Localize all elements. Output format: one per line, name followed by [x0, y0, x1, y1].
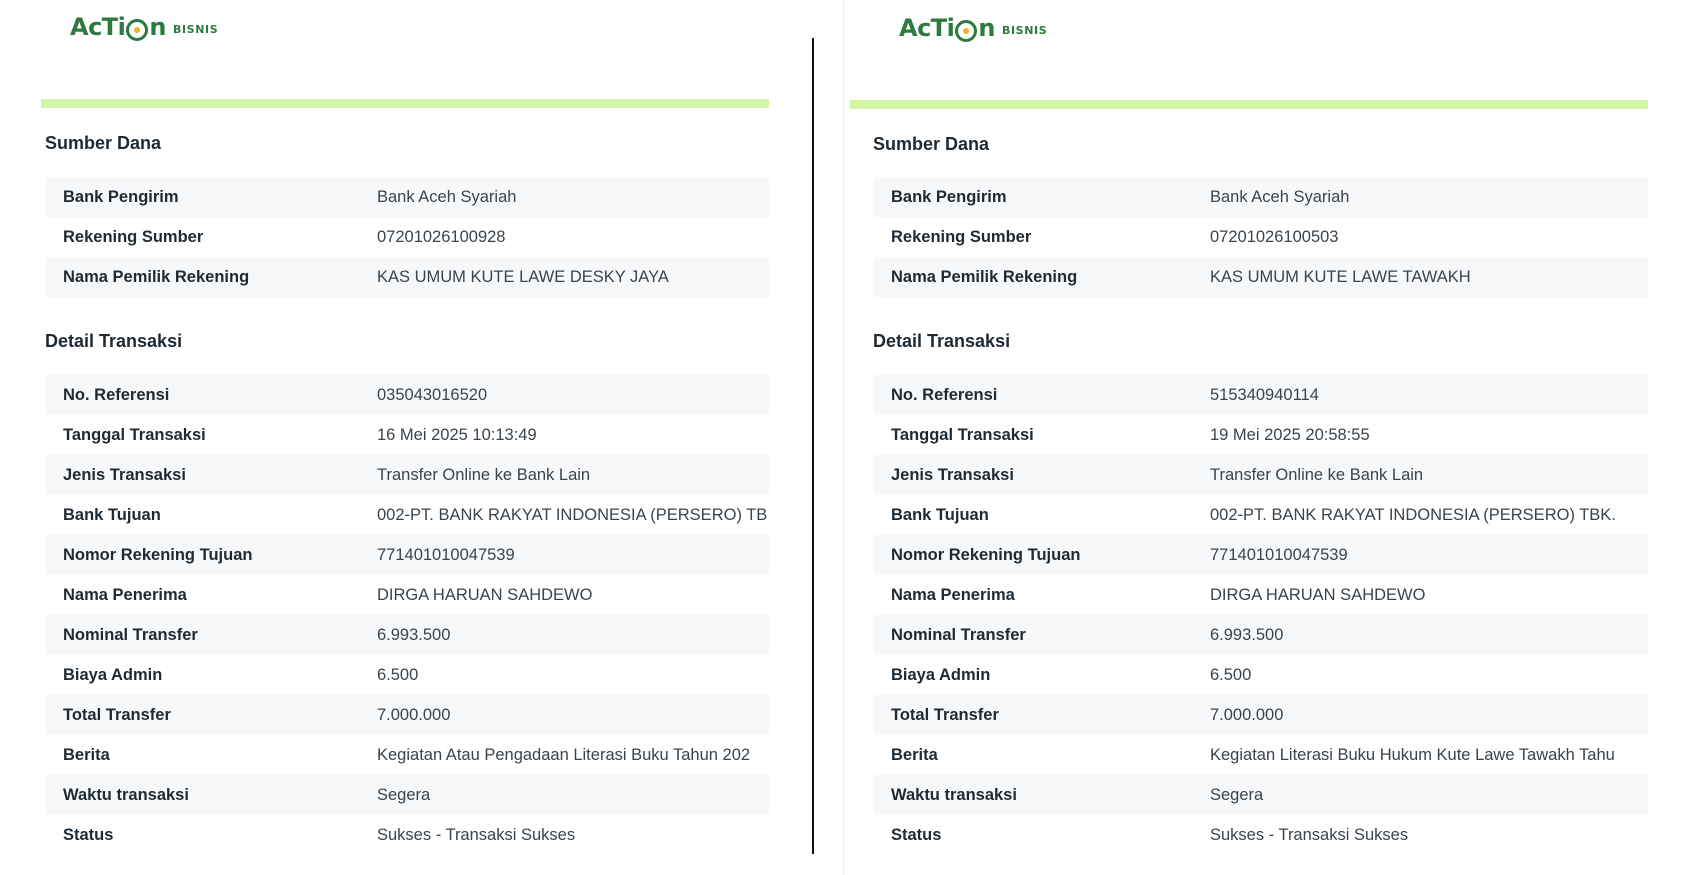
row-value: 16 Mei 2025 10:13:49 [377, 425, 537, 444]
row-label: Jenis Transaksi [891, 465, 1014, 484]
row-value: 6.993.500 [377, 625, 451, 644]
row-value: 771401010047539 [1210, 545, 1348, 564]
row-label: Nama Penerima [63, 585, 187, 604]
row-label: Tanggal Transaksi [63, 425, 206, 444]
receipt-divider [812, 38, 814, 854]
action-bisnis-logo: AcTi n BISNIS [899, 14, 1048, 42]
row-value: Transfer Online ke Bank Lain [1210, 465, 1424, 484]
receipt-panel-left [0, 0, 780, 875]
section-title-sumber-dana: Sumber Dana [873, 134, 990, 154]
row-value: DIRGA HARUAN SAHDEWO [377, 585, 593, 604]
table-row [45, 575, 769, 615]
row-label: Berita [891, 745, 938, 764]
table-row [873, 535, 1648, 575]
row-value: Segera [1210, 785, 1264, 804]
row-label: Biaya Admin [63, 665, 163, 684]
table-row [873, 575, 1648, 615]
table-row [45, 257, 769, 297]
table-row [45, 455, 769, 495]
row-label: Total Transfer [891, 705, 999, 724]
row-label: Jenis Transaksi [63, 465, 186, 484]
table-row [45, 177, 769, 217]
row-value: Sukses - Transaksi Sukses [1210, 825, 1409, 844]
row-label: Waktu transaksi [891, 785, 1017, 804]
row-label: Status [891, 825, 942, 844]
row-value: Transfer Online ke Bank Lain [377, 465, 591, 484]
table-row [45, 415, 769, 455]
row-label: Bank Pengirim [891, 187, 1007, 206]
row-label: Bank Pengirim [63, 187, 179, 206]
table-row [873, 495, 1648, 535]
action-bisnis-logo: AcTi n BISNIS [70, 13, 219, 41]
row-value: 002-PT. BANK RAKYAT INDONESIA (PERSERO) TB [377, 505, 768, 524]
table-row [45, 655, 769, 695]
row-value: 515340940114 [1210, 385, 1319, 404]
row-label: Status [63, 825, 114, 844]
row-label: Total Transfer [63, 705, 171, 724]
table-row [873, 415, 1648, 455]
row-value: 771401010047539 [377, 545, 515, 564]
table-row [873, 257, 1648, 297]
row-value: 19 Mei 2025 20:58:55 [1210, 425, 1370, 444]
table-row [873, 375, 1648, 415]
table-row [873, 177, 1648, 217]
section-title-detail-transaksi: Detail Transaksi [45, 331, 183, 351]
table-row [45, 217, 769, 257]
table-row [873, 695, 1648, 735]
row-label: No. Referensi [891, 385, 998, 404]
row-label: Tanggal Transaksi [891, 425, 1034, 444]
row-label: Nama Pemilik Rekening [63, 267, 250, 286]
row-label: Rekening Sumber [891, 227, 1032, 246]
table-row [873, 615, 1648, 655]
table-row [45, 535, 769, 575]
row-value: 7.000.000 [377, 705, 451, 724]
accent-bar [41, 99, 769, 108]
row-label: Rekening Sumber [63, 227, 204, 246]
row-value: 6.993.500 [1210, 625, 1284, 644]
row-label: Nominal Transfer [63, 625, 198, 644]
row-label: Nomor Rekening Tujuan [891, 545, 1081, 564]
row-value: 6.500 [377, 665, 419, 684]
table-row [45, 775, 769, 815]
table-row [873, 775, 1648, 815]
row-value: Sukses - Transaksi Sukses [377, 825, 576, 844]
row-value: 002-PT. BANK RAKYAT INDONESIA (PERSERO) TBK. [1210, 505, 1616, 524]
row-value: KAS UMUM KUTE LAWE DESKY JAYA [377, 267, 669, 286]
power-dot-icon [955, 20, 977, 42]
row-label: Nomor Rekening Tujuan [63, 545, 253, 564]
row-value: Bank Aceh Syariah [1210, 187, 1350, 206]
row-value: KAS UMUM KUTE LAWE TAWAKH [1210, 267, 1471, 286]
row-label: Bank Tujuan [891, 505, 989, 524]
table-row [45, 735, 769, 775]
receipt-panel-right [846, 0, 1693, 875]
row-label: Nama Penerima [891, 585, 1015, 604]
row-label: Biaya Admin [891, 665, 991, 684]
row-value: 07201026100928 [377, 227, 506, 246]
row-label: Nominal Transfer [891, 625, 1026, 644]
table-row [45, 695, 769, 735]
table-row [45, 495, 769, 535]
row-value: 7.000.000 [1210, 705, 1284, 724]
table-row [873, 217, 1648, 257]
row-label: Berita [63, 745, 110, 764]
panel-edge [843, 0, 844, 875]
table-row [873, 655, 1648, 695]
row-value: 035043016520 [377, 385, 488, 404]
table-row [45, 815, 769, 855]
row-value: Bank Aceh Syariah [377, 187, 517, 206]
table-row [873, 815, 1648, 855]
section-title-sumber-dana: Sumber Dana [45, 133, 162, 153]
table-row [873, 735, 1648, 775]
power-dot-icon [126, 19, 148, 41]
table-row [45, 375, 769, 415]
row-value: 07201026100503 [1210, 227, 1339, 246]
accent-bar [850, 100, 1648, 109]
row-label: No. Referensi [63, 385, 170, 404]
row-label: Waktu transaksi [63, 785, 189, 804]
section-title-detail-transaksi: Detail Transaksi [873, 331, 1011, 351]
table-row [873, 455, 1648, 495]
row-value: DIRGA HARUAN SAHDEWO [1210, 585, 1426, 604]
row-value: Segera [377, 785, 431, 804]
row-value: 6.500 [1210, 665, 1252, 684]
row-label: Bank Tujuan [63, 505, 161, 524]
row-value: Kegiatan Atau Pengadaan Literasi Buku Tahun 202 [377, 745, 751, 764]
row-label: Nama Pemilik Rekening [891, 267, 1078, 286]
row-value: Kegiatan Literasi Buku Hukum Kute Lawe Tawakh Tahu [1210, 745, 1615, 764]
table-row [45, 615, 769, 655]
